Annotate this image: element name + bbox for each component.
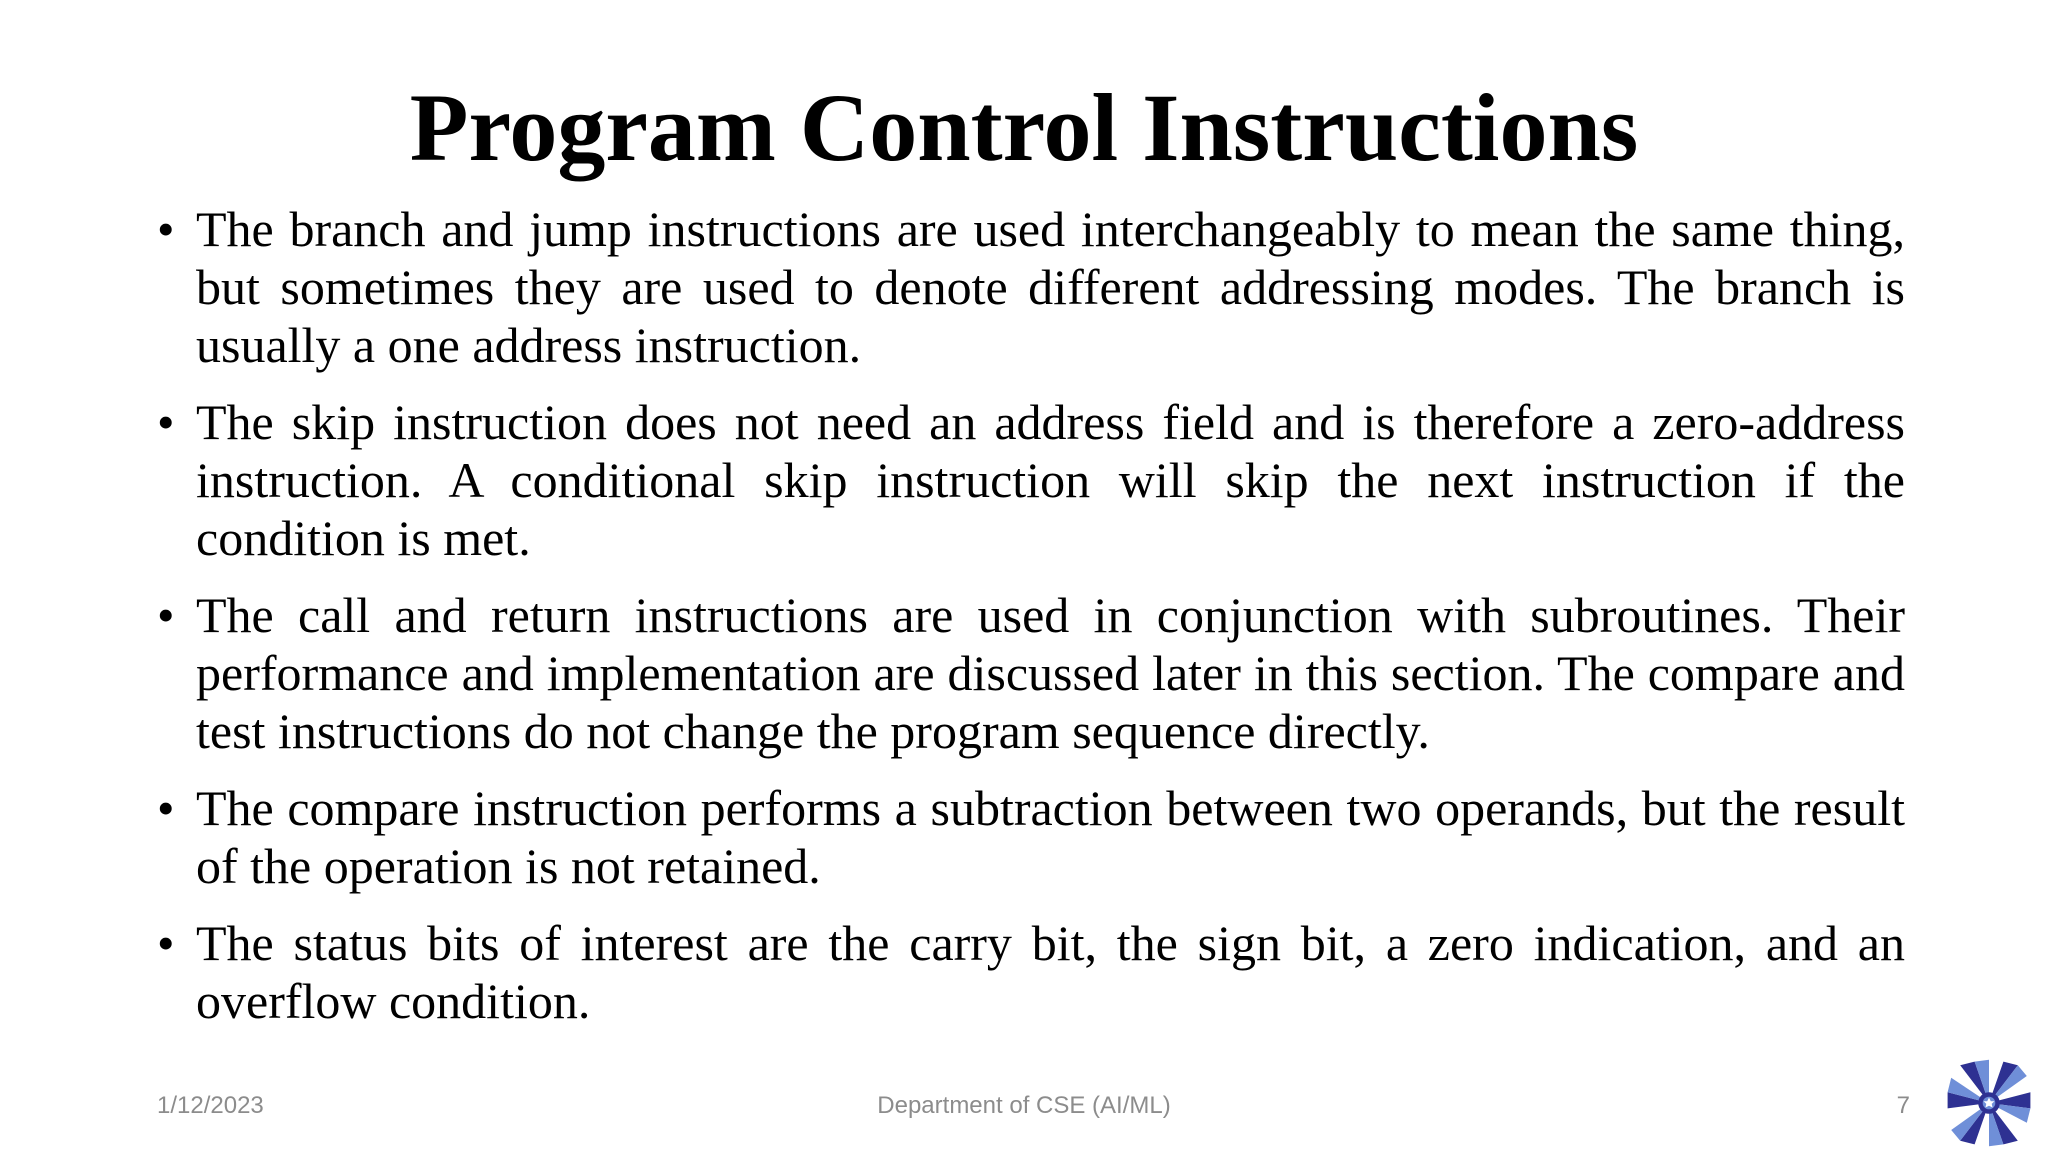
bullet-text: The compare instruction performs a subtraction between two operands, but the result of the operation is not retained. xyxy=(196,780,1905,894)
bullet-item xyxy=(157,914,1905,1030)
slide-title: Program Control Instructions xyxy=(409,74,1639,181)
footer-date: 1/12/2023 xyxy=(157,1092,264,1119)
bullet-text: The status bits of interest are the carry bit, the sign bit, a zero indication, and an overflow condition. xyxy=(196,915,1905,1029)
bullet-marker: • xyxy=(157,915,175,971)
bullet-marker: • xyxy=(157,394,175,450)
bullet-marker: • xyxy=(157,780,175,836)
bullet-list xyxy=(157,200,1905,1049)
bullet-item xyxy=(157,200,1905,374)
footer-page-number: 7 xyxy=(1896,1092,1910,1119)
bullet-item xyxy=(157,393,1905,567)
bullet-item xyxy=(157,779,1905,895)
bullet-text: The branch and jump instructions are used interchangeably to mean the same thing, but sometimes they are used to denote different addressing modes. The branch is usually a one address instruction. xyxy=(196,201,1905,373)
bullet-text: The skip instruction does not need an address field and is therefore a zero-address instruction. A conditional skip instruction will skip the next instruction if the condition is met. xyxy=(196,394,1905,566)
institution-logo-icon xyxy=(1944,1058,2034,1148)
footer-department: Department of CSE (AI/ML) xyxy=(877,1092,1171,1119)
bullet-marker: • xyxy=(157,587,175,643)
bullet-item xyxy=(157,586,1905,760)
bullet-text: The call and return instructions are used in conjunction with subroutines. Their performance and implementation are discussed later in this section. The compare and test instructions do not change the program sequence directly. xyxy=(196,587,1905,759)
bullet-marker: • xyxy=(157,201,175,257)
